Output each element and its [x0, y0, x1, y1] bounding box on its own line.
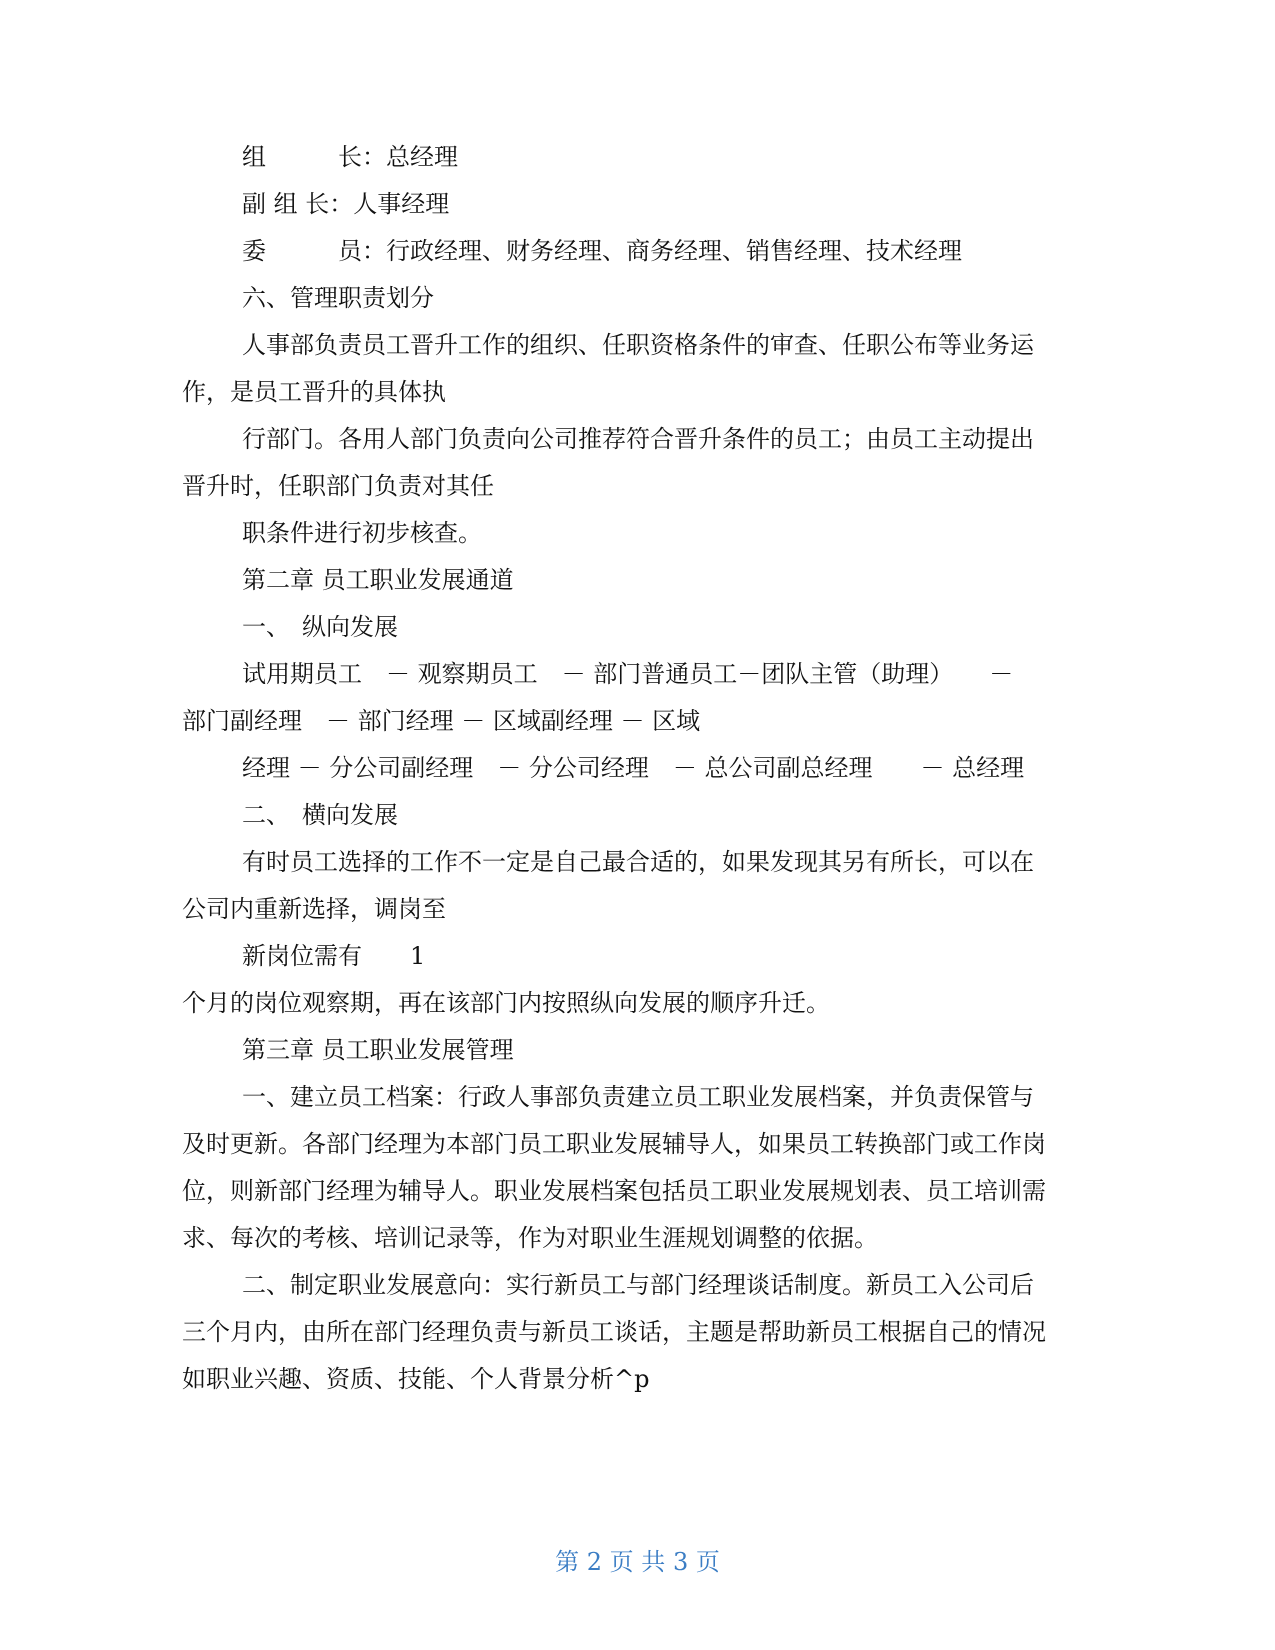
paragraph-line: 人事部负责员工晋升工作的组织、任职资格条件的审查、任职公布等业务运: [242, 331, 1034, 359]
paragraph-line: 晋升时，任职部门负责对其任: [182, 472, 494, 500]
paragraph-line: 位，则新部门经理为辅导人。职业发展档案包括员工职业发展规划表、员工培训需: [182, 1177, 1046, 1205]
section-heading-vertical: 一、 纵向发展: [242, 613, 398, 641]
section-heading-horizontal: 二、 横向发展: [242, 801, 398, 829]
paragraph-line: 行部门。各用人部门负责向公司推荐符合晋升条件的员工；由员工主动提出: [242, 425, 1034, 453]
career-path-line: 经理 － 分公司副经理 － 分公司经理 － 总公司副总经理 － 总经理: [242, 754, 1025, 782]
paragraph-line: 一、建立员工档案：行政人事部负责建立员工职业发展档案，并负责保管与: [242, 1083, 1034, 1111]
career-path-line: 试用期员工 － 观察期员工 － 部门普通员工－团队主管（助理） －: [242, 660, 1014, 688]
paragraph-line: 及时更新。各部门经理为本部门员工职业发展辅导人，如果员工转换部门或工作岗: [182, 1130, 1046, 1158]
paragraph-line: 求、每次的考核、培训记录等，作为对职业生涯规划调整的依据。: [182, 1224, 878, 1252]
committee-leader-line: 组 长：总经理: [242, 143, 458, 171]
section-heading-responsibilities: 六、管理职责划分: [242, 284, 434, 312]
committee-members-line: 委 员：行政经理、财务经理、商务经理、销售经理、技术经理: [242, 237, 962, 265]
paragraph-line: 个月的岗位观察期，再在该部门内按照纵向发展的顺序升迁。: [182, 989, 830, 1017]
paragraph-line: 二、制定职业发展意向：实行新员工与部门经理谈话制度。新员工入公司后: [242, 1271, 1034, 1299]
paragraph-line: 新岗位需有 1: [242, 942, 426, 970]
paragraph-line: 作，是员工晋升的具体执: [182, 378, 446, 406]
career-path-line: 部门副经理 － 部门经理 － 区域副经理 － 区域: [182, 707, 701, 735]
paragraph-line: 公司内重新选择，调岗至: [182, 895, 446, 923]
chapter-heading-3: 第三章 员工职业发展管理: [242, 1036, 514, 1064]
committee-deputy-leader-line: 副 组 长：人事经理: [242, 190, 450, 218]
page-number-footer: 第 2 页 共 3 页: [555, 1548, 720, 1576]
paragraph-line: 有时员工选择的工作不一定是自己最合适的，如果发现其另有所长，可以在: [242, 848, 1034, 876]
paragraph-line: 职条件进行初步核查。: [242, 519, 482, 547]
paragraph-line: 如职业兴趣、资质、技能、个人背景分析^p: [182, 1365, 650, 1393]
paragraph-line: 三个月内，由所在部门经理负责与新员工谈话，主题是帮助新员工根据自己的情况: [182, 1318, 1046, 1346]
chapter-heading-2: 第二章 员工职业发展通道: [242, 566, 514, 594]
